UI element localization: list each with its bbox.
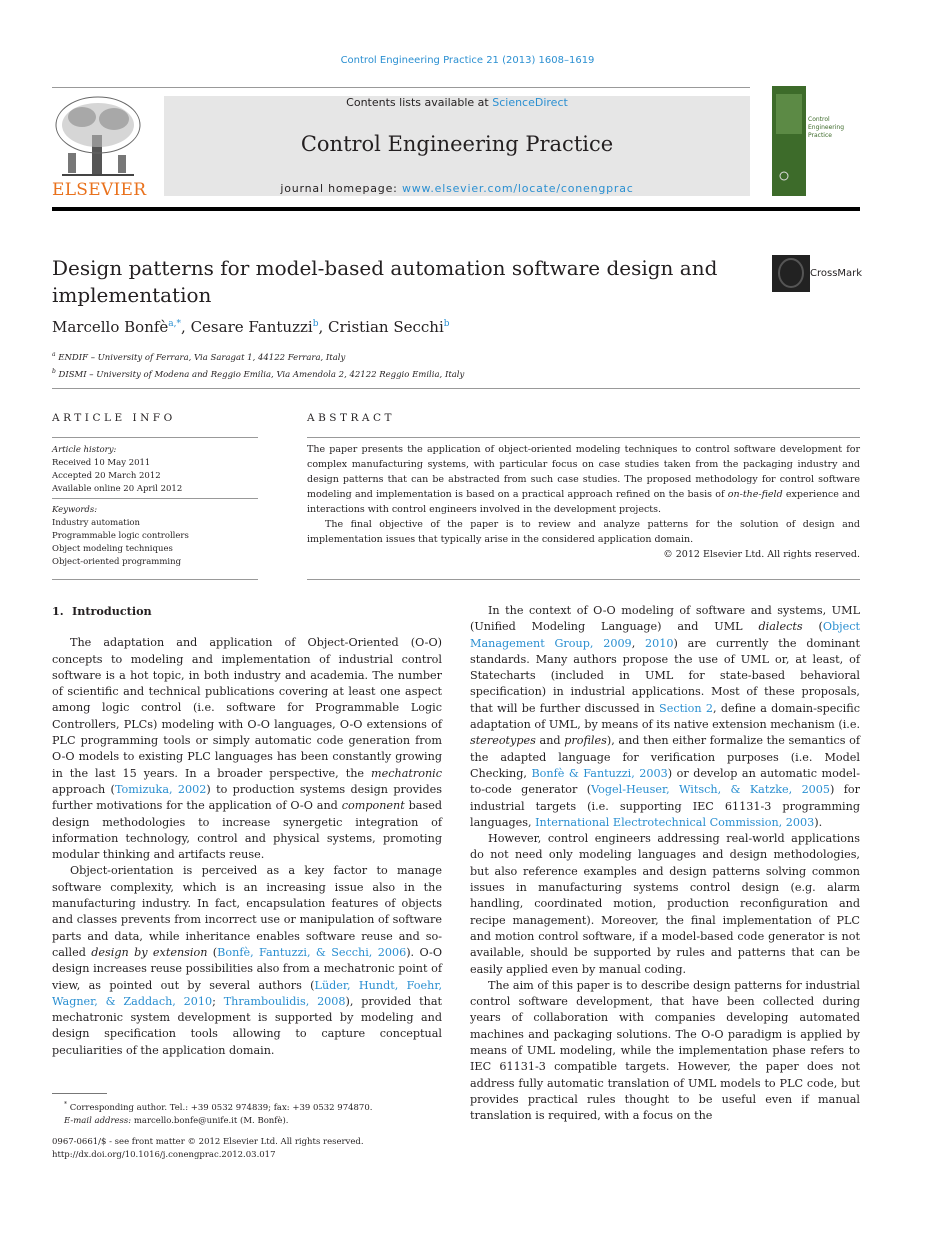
section-number: 1. <box>52 604 64 618</box>
body-paragraph <box>470 603 860 831</box>
body-text: , <box>631 636 646 650</box>
body-text: ) for industrial targets (i.e. supporting IEC 61131-3 programming languages, <box>470 783 860 829</box>
cover-line: Control <box>808 116 830 123</box>
author-name: Cristian Secchi <box>328 318 444 336</box>
author-affil-mark[interactable]: b <box>312 319 319 329</box>
author-list: Marcello Bonfè$^{a,*}$, Cesare Fantuzzi$^b$, Cristian Secchi$^b$ <box>52 318 450 336</box>
email-address[interactable]: marcello.bonfe@unife.it (M. Bonfè). <box>133 1115 289 1126</box>
author-name: Cesare Fantuzzi <box>190 318 313 336</box>
abstract-paragraph <box>307 442 860 517</box>
article-info-bottom-rule <box>52 579 258 580</box>
bottom-info <box>52 1136 364 1162</box>
abstract-copyright: © 2012 Elsevier Ltd. All rights reserved. <box>663 549 860 560</box>
body-paragraph: The aim of this paper is to describe design patterns for industrial control software development, that have been collected during years of collaboration with companies developing automated machines and packaging solutions. The O-O paradigm is applied by means of UML modeling, while the implementation phase refers to IEC 61131-3 compatible targets. However, the paper does not address fully automatic translation of UML models to PLC code, but provides practical rules thought to be useful even if manual translation is required, with a focus on the <box>470 978 860 1123</box>
article-info-heading: ARTICLE INFO <box>52 412 176 424</box>
article-title: Design patterns for model-based automation software design and implementation <box>52 256 718 307</box>
body-emphasis: dialects <box>758 620 803 634</box>
body-text: ( <box>207 945 218 959</box>
history-divider <box>52 498 258 499</box>
article-info-rule <box>52 437 258 438</box>
citation-link[interactable]: Bonfè & Fantuzzi, 2003 <box>531 766 668 780</box>
header-thick-rule <box>52 207 860 211</box>
journal-title: Control Engineering Practice <box>300 132 614 156</box>
keyword: Object-oriented programming <box>52 557 182 567</box>
body-paragraph: However, control engineers addressing real-world applications do not need only modeling languages and design methodologies, but also reference examples and design patterns solving common issues in manufacturing systems control design (e.g. alarm handling, coordinated motion, production reconfiguration and recipe management). Moreover, the final implementation of PLC and motion control software, if a model-based code generator is not available, should be supported by rules and patterns that can be easily applied even by manual coding. <box>470 832 860 976</box>
keyword: Programmable logic controllers <box>52 531 189 541</box>
body-text: ) or develop an automatic model-to-code generator ( <box>470 766 860 797</box>
right-column <box>470 603 860 1125</box>
online-date: Available online 20 April 2012 <box>52 484 183 494</box>
abstract-bottom-rule <box>307 579 860 580</box>
section-title: Introduction <box>72 604 152 618</box>
affiliation-text: ENDIF – University of Ferrara, Via Saragat 1, 44122 Ferrara, Italy <box>58 352 346 363</box>
citation-link[interactable]: Tomizuka, 2002 <box>114 782 207 796</box>
body-text: ). O-O design increases reuse possibilities also from a mechatronic point of view, as pointed out by several authors ( <box>52 945 443 992</box>
journal-banner <box>164 96 750 196</box>
header-divider <box>52 87 750 88</box>
body-text: ). <box>814 815 823 829</box>
contents-line <box>164 96 750 109</box>
body-text: ) are currently the dominant standards. Many authors propose the use of UML or, at least, of Statecharts (included in UML for state-based behavioral specification) in industrial applications. Most of these proposals, that will be further discussed in <box>470 636 860 715</box>
crossmark-icon[interactable] <box>772 255 810 292</box>
affiliation-mark: b <box>52 367 56 375</box>
homepage-prefix: journal homepage: <box>280 182 402 195</box>
cover-line: Engineering <box>808 124 844 131</box>
citation-link[interactable]: Vogel-Heuser, Witsch, & Katzke, 2005 <box>591 783 831 797</box>
affiliation <box>52 365 464 382</box>
accepted-date: Accepted 20 March 2012 <box>52 471 161 481</box>
body-text: The adaptation and application of Object-Oriented (O-O) concepts to modeling and implementation of industrial control software is a hot topic, in both industry and academia. The number of scientific and technical publications covering at least one aspect among logic control (i.e. software for Programmable Logic Controllers, PLCs) modeling with O-O languages, O-O extensions of PLC programming tools or simply automatic code generation from O-O models to existing PLC languages has been constantly growing in the last 15 years. In a broader perspective, the <box>52 636 442 780</box>
body-text: Object-orientation is perceived as a key factor to manage software complexity, which is an increasing issue also in the manufacturing industry. In fact, encapsulation features of objects and classes prevents from incorrect use or manipulation of software parts and data, while inheritance enables software reuse and so-called <box>52 864 442 959</box>
body-emphasis: mechatronic <box>371 766 442 780</box>
sciencedirect-link[interactable]: ScienceDirect <box>492 96 568 109</box>
abstract-paragraph: The final objective of the paper is to review and analyze patterns for the solution of design and implementation issues that typically arise in the considered application domain. <box>307 519 860 545</box>
body-text: and <box>535 734 565 748</box>
body-text: ; <box>212 994 224 1008</box>
front-matter-rule <box>52 388 860 389</box>
history-label: Article history: <box>52 445 117 455</box>
author-name: Marcello Bonfè <box>52 318 169 336</box>
abstract-heading: ABSTRACT <box>307 412 396 424</box>
body-emphasis: profiles <box>564 734 607 748</box>
footnote-mark: * <box>64 1101 67 1108</box>
contents-prefix: Contents lists available at <box>346 96 493 109</box>
body-text: ( <box>802 620 823 634</box>
citation-link[interactable]: 2010 <box>645 636 674 650</box>
footnote-text: Corresponding author. Tel.: +39 0532 974839; fax: +39 0532 974870. <box>67 1102 373 1113</box>
abstract-emphasis: on-the-field <box>727 489 783 500</box>
footnote <box>52 1098 442 1128</box>
body-text: , define a domain-specific adaptation of UML, by means of its native extension mechanism (i.e. <box>470 701 860 732</box>
citation-link[interactable]: Bonfè, Fantuzzi, & Secchi, 2006 <box>217 945 407 959</box>
citation-link[interactable]: International Electrotechnical Commission, 2003 <box>535 815 815 829</box>
keyword: Industry automation <box>52 518 141 528</box>
body-text: In the context of O-O modeling of software and systems, UML (Unified Modeling Language) and UML <box>470 604 860 634</box>
issn-line: 0967-0661/$ - see front matter © 2012 Elsevier Ltd. All rights reserved. <box>52 1137 364 1147</box>
body-paragraph <box>52 863 442 1059</box>
author-affil-mark[interactable]: b <box>443 319 450 329</box>
journal-cover-thumbnail[interactable] <box>772 86 806 196</box>
crossmark-label[interactable]: CrossMark <box>810 268 863 279</box>
citation-link[interactable]: Thramboulidis, 2008 <box>223 994 346 1008</box>
cover-title <box>808 116 844 140</box>
journal-citation[interactable]: Control Engineering Practice 21 (2013) 1608–1619 <box>340 55 595 66</box>
body-emphasis: design by extension <box>91 945 208 959</box>
body-text: based design methodologies to increase synergetic integration of information technology, control and physical systems, promoting modular thinking and artifacts reuse. <box>52 799 442 862</box>
email-label: E-mail address: <box>64 1115 134 1126</box>
author-affil-mark[interactable]: a,* <box>168 319 182 329</box>
body-emphasis: stereotypes <box>470 734 536 748</box>
section-heading <box>52 603 442 619</box>
body-paragraph <box>52 635 442 863</box>
body-text: approach ( <box>52 782 115 796</box>
affiliation <box>52 348 464 365</box>
homepage-link[interactable]: www.elsevier.com/locate/conengprac <box>401 182 634 195</box>
body-text: ), provided that mechatronic system development is supported by modeling and design specification tools allowing to capture conceptual peculiarities of the application domain. <box>52 994 442 1057</box>
article-info <box>52 444 258 569</box>
citation-link[interactable]: Object Management Group, 2009 <box>470 620 861 650</box>
citation-link[interactable]: Lüder, Hundt, Foehr, Wagner, & Zaddach, 2010 <box>52 978 443 1008</box>
abstract-body <box>307 442 860 562</box>
cover-line: Practice <box>808 132 832 139</box>
footnote-rule <box>52 1093 107 1094</box>
footnote-corresponding <box>52 1098 442 1115</box>
homepage-line <box>164 182 750 195</box>
abstract-rule <box>307 437 860 438</box>
abstract-text: experience and interactions with control engineers involved in the development projects. <box>307 489 860 515</box>
received-date: Received 10 May 2011 <box>52 458 151 468</box>
section-link[interactable]: Section 2 <box>659 701 713 715</box>
body-text: ) to production systems design provides further motivations for the application of O-O and <box>52 782 442 813</box>
elsevier-wordmark[interactable]: ELSEVIER <box>52 180 147 200</box>
body-emphasis: component <box>341 799 405 813</box>
affiliations <box>52 348 464 382</box>
footnote-email <box>52 1115 442 1128</box>
affiliation-mark: a <box>52 351 56 358</box>
keyword: Object modeling techniques <box>52 544 173 554</box>
doi-link[interactable]: http://dx.doi.org/10.1016/j.conengprac.2012.03.017 <box>52 1150 276 1160</box>
abstract-text: The paper presents the application of object-oriented modeling techniques to control software development for complex manufacturing systems, with particular focus on case studies taken from the packaging industry and design patterns that can be abstracted from such case studies. The proposed methodology for control software modeling and implementation is based on a practical approach refined on the basis of <box>307 444 860 500</box>
left-column <box>52 603 442 1059</box>
keywords-label: Keywords: <box>52 505 98 515</box>
body-text: ), and then either formalize the semantics of the adapted language for verification purposes (i.e. Model Checking, <box>470 734 860 780</box>
affiliation-text: DISMI – University of Modena and Reggio Emilia, Via Amendola 2, 42122 Reggio Emilia, Italy <box>58 369 465 380</box>
